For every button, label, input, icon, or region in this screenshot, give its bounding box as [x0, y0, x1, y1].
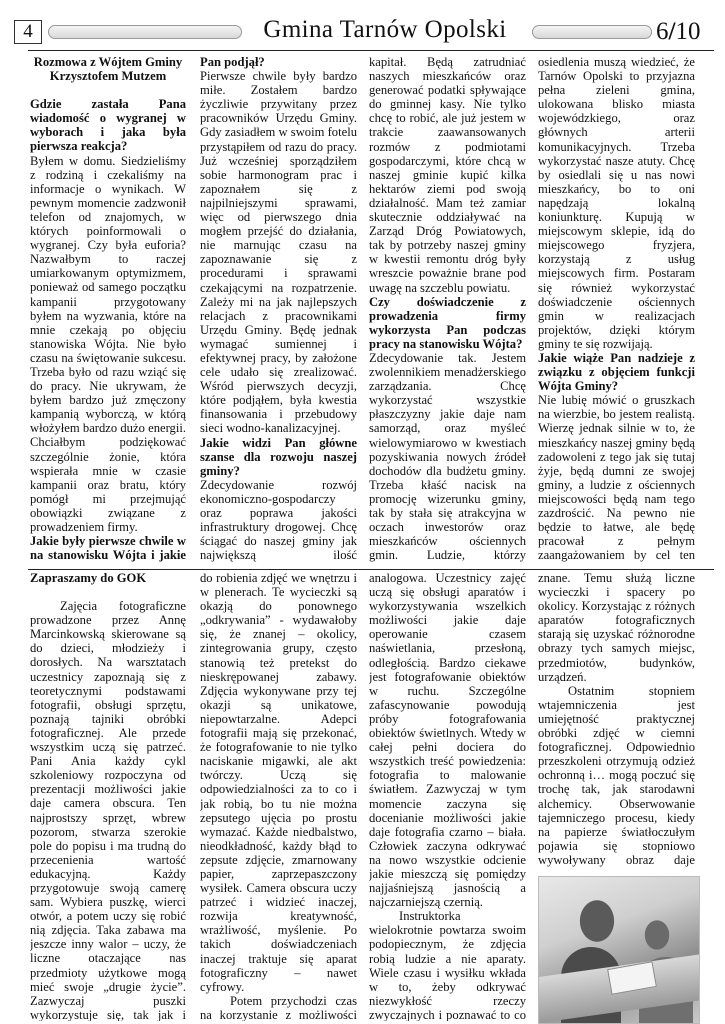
interview-question: Pan podjął?: [200, 55, 265, 69]
gok-paragraph: Zajęcia fotograficzne prowadzone przez Annę Marcinkowską skierowane są do dzieci, młodzieży i dorosłych. Na warsztatach uczestnicy zapoznają się z teoretycznymi podstawami fotografii, obsługi sprzętu, poznają tajniki obróbki fotograficznej. Ale przede wszystkim uczą się patrzeć. Pani Ania każdy cykl szkoleniowy rozpoczyna od prezentacji możliwości jakie daje camera obscura. Ten najprostszy sprzęt, wbrew pozorom, stwarza szerokie pole do popisu i ma trudną do przecenienia wartość edukacyjną. Każdy przygotowuje swoją camerę sam. Wybiera puszkę, wierci otwór, a potem uczy się robić nią zdjęcia. Taka zabawa ma jeszcze inny walor – uczy, że liczne otaczające nas przedmioty użytkowe mogą mieć swoje „drugie życie”. Zazwyczaj puszki wykorzystuje się, tak jak i: [30, 599, 186, 1021]
issue-number-separator: /: [668, 18, 676, 45]
interview-answer: kapitał. Będą zatrudniać naszych mieszkańców oraz generować podatki spływające do gminnej kasy. Nie tylko chcę to robić, ale już jestem w trakcie zaawansowanych rozmów z podmiotami gospodarczymi, które chcą w naszej gminie kupić kilka hektarów ziemi pod swoją działalność. Mam też zamiar skutecznie oddziaływać na Zarząd Dróg Powiatowych, tak by potrzeby naszej gminy w kwestii remontu dróg były wreszcie poważnie brane pod uwagę na szczeblu powiatu.: [369, 55, 526, 295]
section-divider: [28, 569, 714, 570]
issue-number: [656, 18, 700, 46]
interview-column-4: [538, 55, 695, 563]
newsletter-title: Gmina Tarnów Opolski: [263, 16, 507, 43]
workshop-photo: [538, 876, 700, 1024]
interview-question: Jakie widzi Pan główne szanse dla rozwoju naszej gminy?: [200, 435, 357, 478]
interview-title: Rozmowa z Wójtem Gminy Krzysztofem Mutzem: [33, 55, 183, 84]
gok-paragraph: do robienia zdjęć we wnętrzu i w plenerach. Te wycieczki są okazją do ponownego „odkrywania” - wydawałoby się, że znanej – okolicy, zintegrowania grupy, często stanowią też pretekst do nieskrępowanej zabawy. Zdjęcia wykonywane przy tej okazji są unikatowe, niepowtarzalne. Adepci fotografii mają się przekonać, że fotografowanie to nie tylko naciskanie migawki, ale akt twórczy. Uczą się odpowiedzialności za to co i jak robią, bo tu nie można zepsutego ujęcia po prostu wymazać. Każde niedbalstwo, nieodkładność, każdy błąd to zepsute zdjęcie, zmarnowany papier, zaprzepaszczony wysiłek. Camera obscura uczy patrzeć i widzieć inaczej, rozwija kreatywność, wrażliwość, myślenie. Po takich doświadczeniach inaczej traktuje się aparat fotograficzny – nawet cyfrowy.: [200, 571, 357, 994]
gok-paragraph: znane. Temu służą liczne wycieczki i spacery po okolicy. Korzystając z różnych aparatów fotograficznych starają się uzyskać różnorodne obrazy tych samych miejsc, przedmiotów, budynków, urządzeń.: [538, 571, 695, 684]
gok-column-3: [369, 571, 526, 1021]
header-rule: [28, 50, 714, 51]
page-header: [0, 0, 725, 48]
interview-answer: Zdecydowanie rozwój ekonomiczno-gospodarczy oraz poprawa jakości infrastruktury drogowej. Chcę ściągać do naszej gminy jak największą ilość: [200, 477, 357, 563]
interview-column-2: [200, 55, 357, 563]
interview-answer: Byłem w domu. Siedzieliśmy z rodziną i czekaliśmy na informacje o wynikach. W pewnym momencie zadzwonił telefon od znajomych, w których poinformowali o wygranej. Czy była euforia? Nazwałbym to raczej umiarkowanym optymizmem, ponieważ od samego początku kampanii przygotowany byłem na wyzwania, które na mnie czekają po objęciu stanowiska Wójta. Nie było czasu na świętowanie sukcesu. Trzeba było od razu wziąć się do pracy. Nie ukrywam, że byłem bardzo już zmęczony kampanią wyborczą, w którą włożyłem bardzo dużo energii. Chciałbym podziękować szczególnie żonie, która wspierała mnie w czasie kampanii oraz bratu, który pomógł mi przejmująć obowiązki związane z prowadzeniem firmy.: [30, 153, 186, 534]
issue-number-current: 6: [656, 18, 669, 45]
interview-column-3: [369, 55, 526, 563]
gok-column-1: [30, 571, 186, 1021]
interview-column-1: [30, 55, 186, 563]
gok-column-4: [538, 571, 695, 867]
issue-number-total: 10: [675, 18, 701, 45]
interview-answer: Pierwsze chwile były bardzo miłe. Zostałem bardzo życzliwie przywitany przez pracowników Urzędu Gminy. Gdy zasiadłem w swoim fotelu przystąpiłem od razu do pracy. Już wcześniej sporządziłem sobie harmonogram prac i zapoznałem się z najpilniejszymi sprawami, więc od pierwszego dnia mogłem przejść do działania, nie marnując czasu na zapoznawanie się z procedurami i sprawami czekającymi na rozpatrzenie. Zależy mi na jak najlepszych relacjach z pracownikami Urzędu Gminy. Będę jednak wymagać sumiennej i efektywnej pracy, by założone cele udało się zrealizować. Wśród pierwszych decyzji, które podjąłem, była kwestia finansowania i przebudowy sieci wodno-kanalizacyjnej.: [200, 69, 357, 436]
interview-question: Czy doświadczenie z prowadzenia firmy wykorzysta Pan podczas pracy na stanowisku Wójta?: [369, 294, 526, 351]
gok-paragraph: Instruktorka wielokrotnie powtarza swoim podopiecznym, że zdjęcia robią ludzie a nie aparaty. Wiele czasu i wysiłku wkłada w to, żeby odkrywać niezwykłość rzeczy zwyczajnych i poznawać to co: [369, 909, 526, 1021]
gok-article-title: Zapraszamy do GOK: [30, 571, 147, 585]
interview-answer: Nie lubię mówić o gruszkach na wierzbie, bo jestem realistą. Wierzę jednak silnie w to, że mieszkańcy naszej gminy będą zadowoleni z tego jak się tutaj żyje, będą dumni ze swojej gminy, a ludzie z ościennych miejscowości będą nam tego zazdrościć. Na pewno nie będzie to łatwe, ale będę pracował z pełnym zaangażowaniem by cel ten: [538, 393, 695, 563]
header-decorative-bar-left: [48, 25, 242, 39]
gok-paragraph: Potem przychodzi czas na korzystanie z możliwości: [200, 993, 357, 1021]
interview-question: Jakie były pierwsze chwile w na stanowisku Wójta i jakie: [30, 534, 186, 563]
interview-answer: osiedlenia muszą wiedzieć, że Tarnów Opolski to przyjazna pełna zieleni gmina, ulokowana blisko miasta wojewódzkiego, oraz głównych arterii komunikacyjnych. Trzeba wykorzystać nasze atuty. Chcę by osiedlali się u nas nowi mieszkańcy, bo to oni napędzają lokalną koniunkturę. Kupują w miejscowym sklepie, idą do miejscowego fryzjera, korzystają z usług miejscowych firm. Postaram się również wykorzystać doświadczenie ościennych gmin w realizacjach projektów, dzięki którym gminy te się rozwijają.: [538, 55, 695, 351]
interview-question: Gdzie zastała Pana wiadomość o wygranej w wyborach i jaka była pierwsza reakcja?: [30, 97, 186, 154]
interview-question: Jakie wiąże Pan nadzieje z związku z objęciem funkcji Wójta Gminy?: [538, 350, 695, 394]
gok-column-2: [200, 571, 357, 1021]
gok-paragraph: Ostatnim stopniem wtajemniczenia jest umiejętność praktycznej obróbki zdjęć w ciemni fotograficznej. Odpowiednio przeszkoleni otrzymują odzież ochronną i… mogą poczuć się trochę tak, jak starodawni alchemicy. Obserwowanie tajemniczego procesu, kiedy na papierze światłoczułym pojawia się stopniowo wywoływany obraz daje: [538, 683, 695, 867]
page-number-box: 4: [14, 20, 42, 44]
interview-answer: Zdecydowanie tak. Jestem zwolennikiem menadżerskiego zarządzania. Chcę wykorzystać wszystkie płaszczyzny jakie daje nam samorząd, oraz myśleć wielowymiarowo w kwestiach pozyskiwania nowych źródeł dochodów dla budżetu gminy. Trzeba kłaść nacisk na promocję wizerunku gminy, tak by stała się atrakcyjna w oczach inwestorów oraz mieszkańców ościennych gmin. Ludzie, którzy: [369, 350, 526, 563]
header-decorative-bar-right: [532, 25, 652, 39]
gok-paragraph: analogowa. Uczestnicy zajęć uczą się obsługi aparatów i wykorzystywania wszelkich możliwości jakie daje operowanie czasem naświetlania, przesłoną, odległością. Bardzo ciekawe jest fotografowanie obiektów w ruchu. Szczególne zafascynowanie powodują próby fotografowania obiektów świetlnych. Wtedy w całej pełni dociera do wszystkich treść powiedzenia: fotografia to malowanie światłem. Zazwyczaj w tym momencie zaczyna się docenianie możliwości jakie daje fotografia czarno – biała. Człowiek zaczyna odkrywać na nowo wszystkie odcienie jakie mieszczą się pomiędzy najjaśniejszą jasnością a najczarniejszą czernią.: [369, 571, 526, 910]
